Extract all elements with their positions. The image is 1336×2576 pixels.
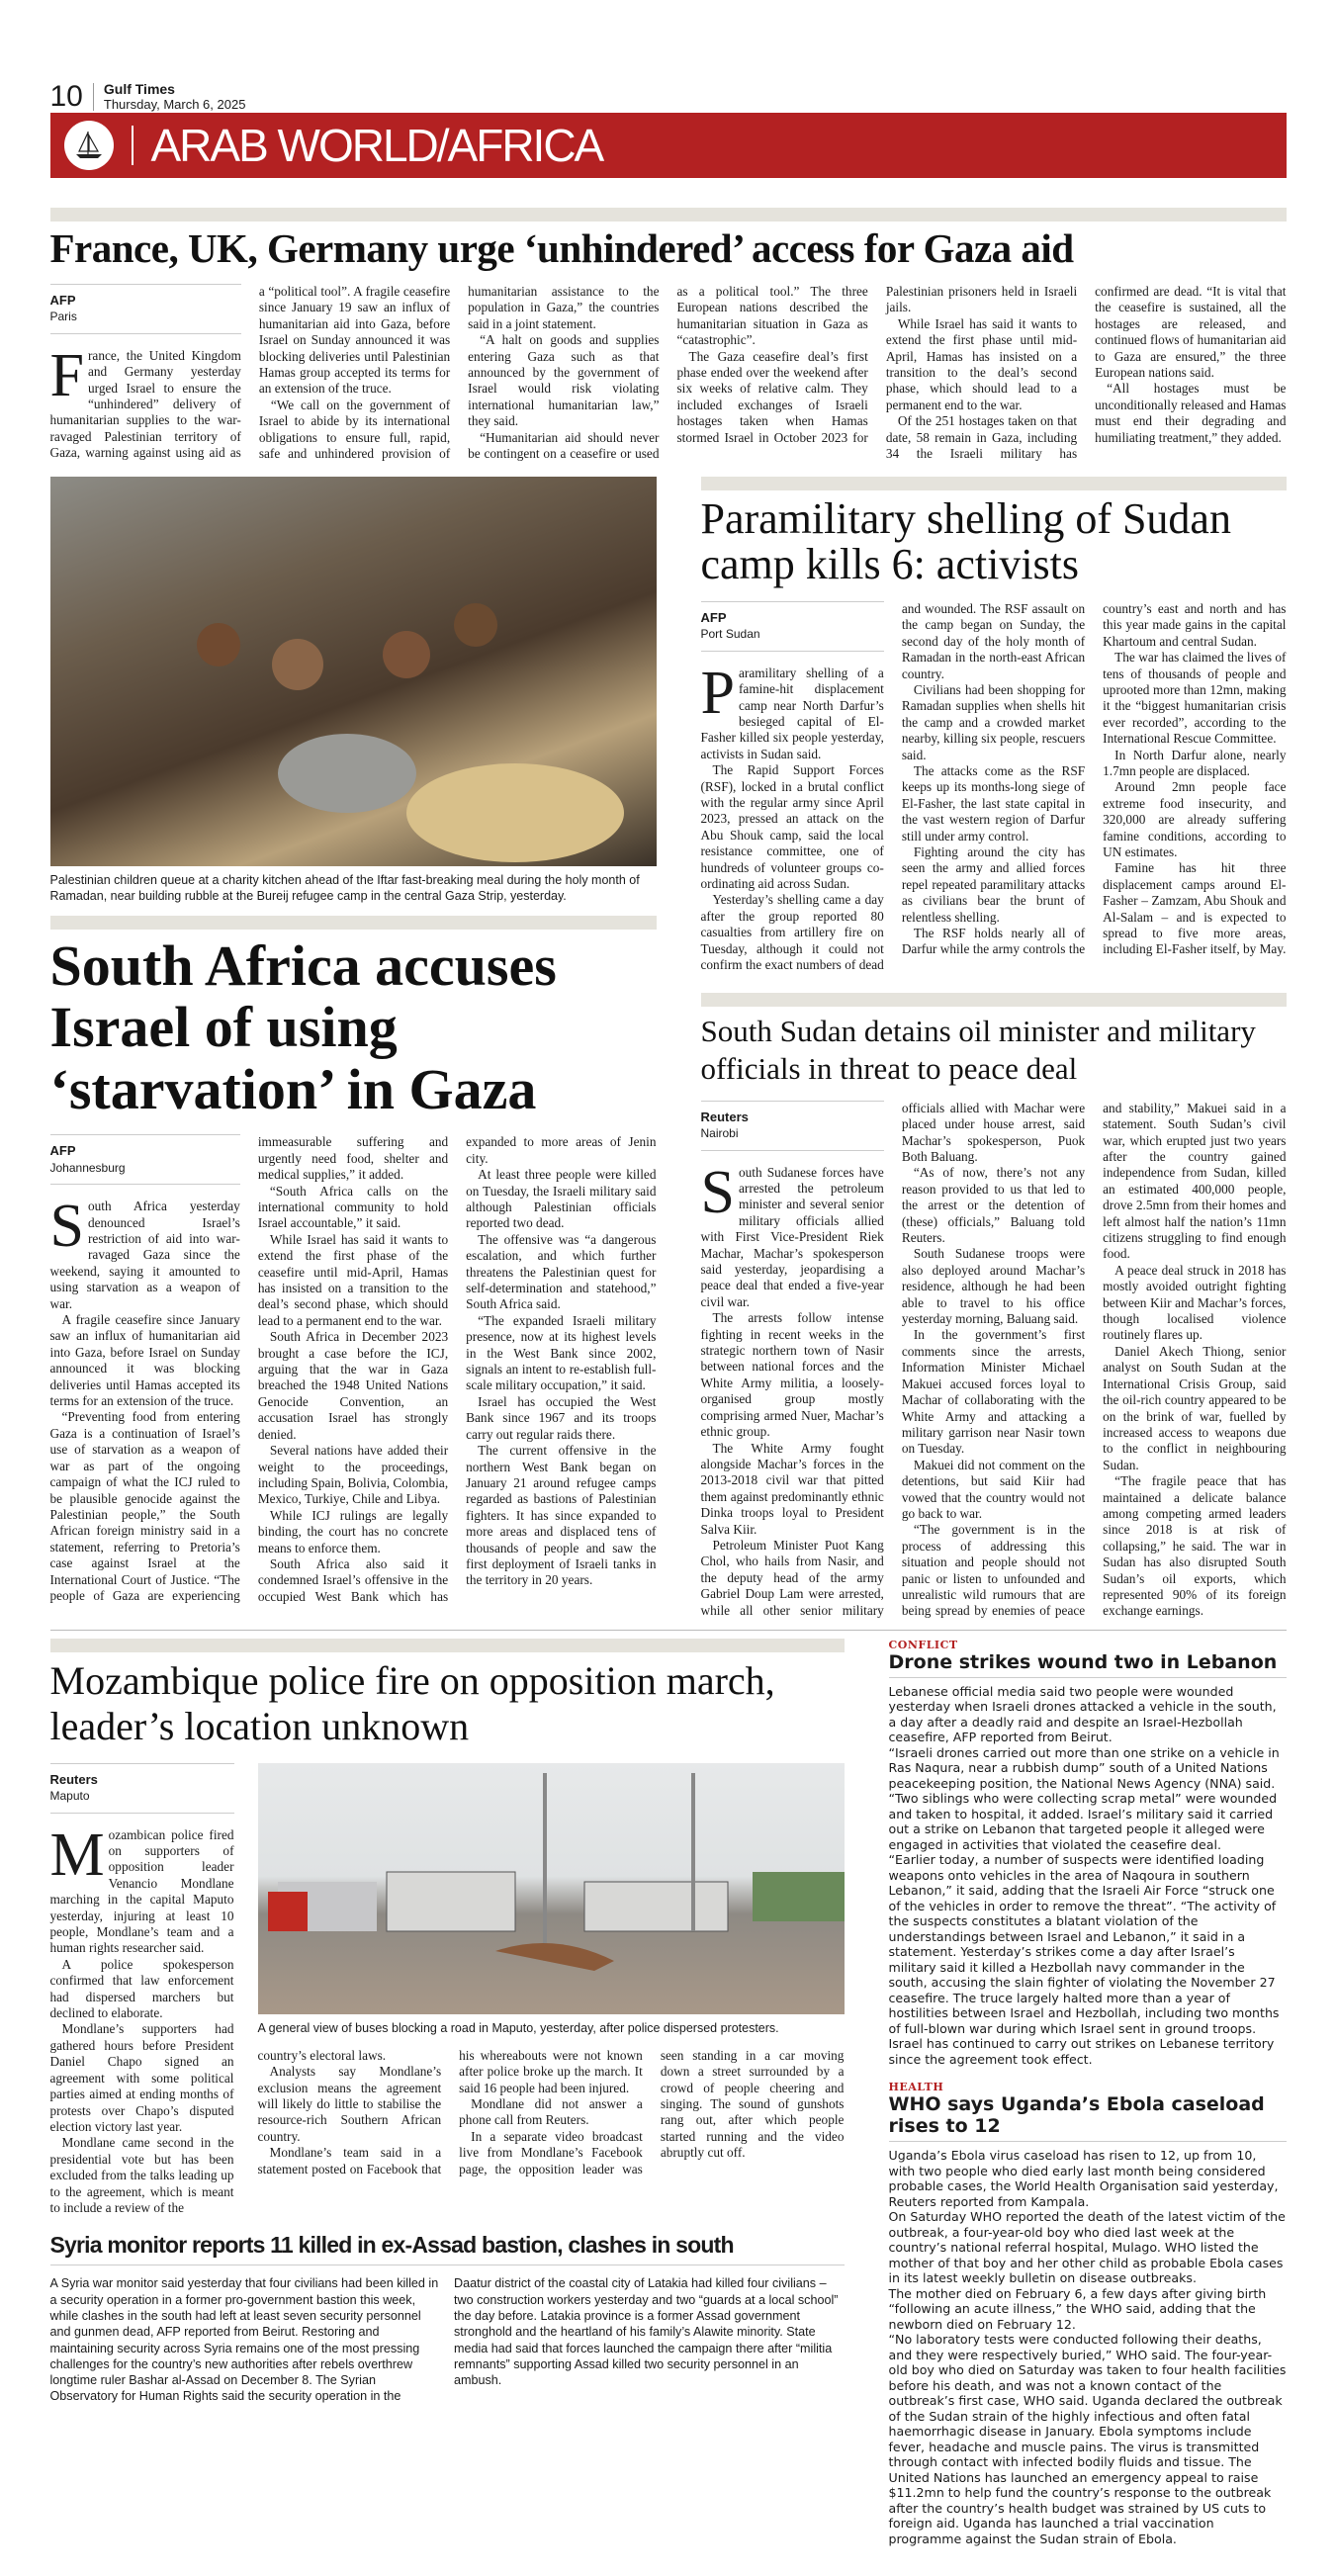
article-paragraph: Mondlane’s supporters had gathered hours before President Daniel Chapo signed an agreement with some political parties aimed at ending months of protests over Chapo’s disputed election victory last year. bbox=[49, 2021, 234, 2134]
article-paragraph: Petroleum Minister Puot Kang Chol, who hails from Nasir, and the deputy head of the army Gabriel Doup Lam were arrested, while all other senior military officials allied with Machar were placed under house arrest, said Machar’s spokesperson, Puok Both Baluang. bbox=[700, 1100, 1086, 1618]
headline-france: France, UK, Germany urge ‘unhindered’ access for Gaza aid bbox=[49, 225, 1074, 271]
article-paragraph: Several nations have added their weight to the proceedings, including Spain, Bolivia, Colombia, Mexico, Turkiye, Chile and Libya. bbox=[257, 1443, 449, 1507]
article-mozambique-right bbox=[258, 2048, 845, 2177]
headline-sudan: Paramilitary shelling of Sudan camp kills 6: activists bbox=[700, 493, 1231, 588]
article-paragraph: country’s electoral laws. bbox=[257, 2047, 387, 2063]
dateline: Maputo bbox=[49, 1789, 90, 1804]
agency: AFP bbox=[49, 293, 76, 309]
agency: AFP bbox=[700, 609, 727, 625]
rule-bar bbox=[50, 1639, 845, 1652]
article-paragraph: Of the 251 hostages taken on that date, 58 remain in Gaza, including 34 the Israeli military has confirmed are dead. “It is vital that the ceasefire is sustained, all the hostages are released, and continued flows of humanitarian aid to Gaza are ensured,” the three European nations said. bbox=[885, 284, 1287, 462]
headline-mozambique: Mozambique police fire on opposition march, leader’s location unknown bbox=[49, 1657, 775, 1748]
article-paragraph: Mozambican police fired on supporters of opposition leader Venancio Mondlane marching in the capital Maputo yesterday, injuring at least 10 people, Mondlane’s team and a human rights researcher said. bbox=[49, 1821, 234, 1956]
article-paragraph: The Gaza ceasefire deal’s first phase ended over the weekend after six weeks of relative calm. They included exchanges of Israeli hostages taken when Hamas stormed Israel in October 2023 for Palestinian prisoners held in Israeli jails. bbox=[676, 284, 1078, 445]
kicker-conflict: CONFLICT bbox=[888, 1638, 958, 1651]
agency: Reuters bbox=[49, 1771, 98, 1787]
article-paragraph: A peace deal struck in 2018 has mostly avoided outright fighting between Kiir and Machar’s forces, though localised violence routinely flares up. bbox=[1103, 1262, 1287, 1343]
article-paragraph: The war has claimed the lives of tens of thousands of people and uprooted more than 12mn, making it the “biggest humanitarian crisis ever recorded”, according to the International Rescue Committee. bbox=[1103, 650, 1287, 747]
byline bbox=[50, 284, 241, 334]
dhow-logo-icon bbox=[64, 121, 114, 170]
article-paragraph: Mondlane did not answer a phone call from Reuters. bbox=[459, 2096, 643, 2128]
page-number: 10 bbox=[49, 80, 83, 113]
article-paragraph: While Israel has said it wants to extend the first phase until mid-April, Hamas has insisted on a transition to the deal’s second phase, which should lead to a permanent end to the war. bbox=[885, 315, 1078, 412]
headline-syria: Syria monitor reports 11 killed in ex-Assad bastion, clashes in south bbox=[50, 2232, 845, 2265]
article-paragraph: Yesterday’s shelling came a day after the group reported 80 casualties from artillery fire on Tuesday, although it could not confirm the exact numbers of dead and wounded. The RSF assault on the camp began on Sunday, the second day of the holy month of Ramadan in the north-east African country. bbox=[700, 600, 1086, 973]
article-paragraph: The current offensive in the northern West Bank began on January 21 around refugee camps regarded as bastions of Palestinian fighters. It has since expanded to more areas and displaced tens of thousands of people and saw the first deployment of Israeli tanks in the territory in 20 years. bbox=[466, 1443, 657, 1588]
byline bbox=[50, 1763, 234, 1814]
issue-date: Thursday, March 6, 2025 bbox=[103, 97, 246, 112]
article-paragraph: The Rapid Support Forces (RSF), locked in a brutal conflict with the regular army since April 2023, pressed an attack on the Abu Shouk camp, said the local resistance committee, one of hundreds of volunteer groups co-ordinating aid across Sudan. bbox=[700, 762, 884, 891]
article-paragraph: The arrests follow intense fighting in recent weeks in the strategic northern town of Nasir between national forces and the White Army militia, a loosely-organised group mostly comprising armed Nuer, Machar’s ethnic group. bbox=[700, 1310, 884, 1440]
byline bbox=[701, 601, 884, 652]
maputo-buses-photo bbox=[258, 1763, 845, 2014]
article-south-sudan bbox=[701, 1101, 1287, 1620]
article-paragraph: “Preventing food from entering Gaza is a continuation of Israel’s use of starvation as a weapon of war as part of the ongoing campaign of what the ICJ ruled to be plausible genocide against the Palestinian people,” the South African foreign ministry said in a statement, referring to Pretoria’s case against Israel at the International Court of Justice. “The people of Gaza are experiencing immeasurable suffering and urgently need food, shelter and medical supplies,” it added. bbox=[49, 1134, 449, 1603]
article-paragraph: A Syria war monitor said yesterday that four civilians had been killed in a security operation in a former pro-government bastion this week, while clashes in the south had left at least seven security personnel and gunmen dead, AFP reported from Beirut. Restoring and maintaining security across Syria remains one of the most pressing challenges for the country’s new authorities after rebels overthrew longtime ruler Bashar al-Assad on December 8. The Syrian Observatory for Human Rights said the security operation in the Daatur district of the coastal city of Latakia had killed four civilians – two construction workers yesterday and two “guards at a local school” the day before. Latakia province is a former Assad government stronghold and the heartland of his family’s Alawite minority. State media had said that forces launched the campaign there after “militia remnants” supporting Assad killed two security personnel in an ambush. bbox=[49, 2276, 839, 2404]
article-paragraph: “We call on the government of Israel to abide by its international obligations to ensure full, rapid, safe and unhindered provision of humanitarian assistance to the population in Gaza,” the countries said in a joint statement. bbox=[258, 284, 660, 462]
headline-lebanon: Drone strikes wound two in Lebanon bbox=[889, 1651, 1287, 1678]
article-paragraph: Mondlane came second in the presidential vote but has been excluded from the talks leading up to the agreement, which is meant to include a review of the bbox=[49, 2135, 234, 2215]
masthead bbox=[50, 81, 1287, 113]
article-paragraph: The attacks come as the RSF keeps up its months-long siege of El-Fasher, the last state capital in the vast western region of Darfur still under army control. bbox=[901, 762, 1086, 844]
article-paragraph: On Saturday WHO reported the death of the latest victim of the outbreak, a four-year-old boy who died last week at the country’s national referral hospital, Mulago. WHO listed the mother of that boy and her other child as probable Ebola cases in its latest weekly bulletin on disease outbreaks. bbox=[888, 2209, 1286, 2286]
article-paragraph: “A halt on goods and supplies entering Gaza such as that announced by the government of Israel would risk violating international humanitarian law,” they said. bbox=[468, 332, 660, 429]
dateline: Paris bbox=[49, 310, 77, 324]
article-paragraph: South Africa in December 2023 brought a case before the ICJ, arguing that the war in Gaza breached the 1948 United Nations Genocide Convention, an accusation Israel has strongly denied. bbox=[257, 1329, 449, 1442]
article-paragraph: A police spokesperson confirmed that law enforcement had dispersed marchers but declined to elaborate. bbox=[49, 1956, 234, 2021]
rule-bar bbox=[50, 916, 657, 930]
article-paragraph: In the government’s first comments since the arrests, Information Minister Michael Makuei accused forces loyal to Machar of collaborating with the White Army and attacking a military garrison near Nasir town on Tuesday. bbox=[901, 1327, 1086, 1457]
article-paragraph: Lebanese official media said two people were wounded yesterday when Israeli drones attacked a vehicle in the south, a day after a deadly raid and despite an Israel-Hezbollah ceasefire, AFP reported from Beirut. bbox=[888, 1683, 1277, 1745]
agency: Reuters bbox=[700, 1109, 749, 1124]
right-column bbox=[701, 477, 1287, 1620]
article-paragraph: Analysts say Mondlane’s exclusion means the agreement will likely do little to stabilise the resource-rich Southern African country. bbox=[257, 2064, 442, 2144]
article-paragraph: The mother died on February 6, a few days after giving birth “following an acute illness,” the WHO said, adding that the newborn died on February 12. bbox=[888, 2285, 1267, 2332]
banner-divider bbox=[132, 126, 134, 165]
article-south-africa bbox=[50, 1134, 657, 1605]
section-title: ARAB WORLD/AFRICA bbox=[150, 120, 603, 171]
article-syria bbox=[50, 2275, 845, 2404]
gaza-charity-kitchen-photo bbox=[50, 477, 657, 866]
bottom-left-column bbox=[50, 1639, 845, 2547]
article-paragraph: The White Army fought alongside Machar’s forces in the 2013-2018 civil war that pitted them against predominantly ethnic Dinka troops loyal to President Salva Kiir. bbox=[700, 1440, 884, 1537]
bottom-row bbox=[50, 1630, 1287, 2547]
article-paragraph: In a separate video broadcast live from Mondlane’s Facebook page, the opposition leader was seen standing in a car moving down a street surrounded by a crowd of people cheering and singing. The sound of gunshots rang out, after which people started running and the video abruptly cut off. bbox=[459, 2047, 845, 2176]
article-paragraph: “The fragile peace that has maintained a delicate balance among competing armed leaders since 2018 is at risk of collapsing,” he said. The war in Sudan has also disrupted South Sudan’s oil exports, which represented 90% of its foreign exchange earnings. bbox=[1103, 1473, 1287, 1619]
dateline: Johannesburg bbox=[49, 1160, 126, 1175]
article-paragraph: A fragile ceasefire since January saw an influx of humanitarian aid into Gaza, before Israel on Sunday announced it was blocking deliveries until Hamas accepted its terms for an extension of the truce. bbox=[49, 1312, 240, 1409]
article-sudan bbox=[701, 601, 1287, 974]
mozambique-photo-block bbox=[258, 1763, 845, 2217]
article-lebanon bbox=[889, 1684, 1287, 2068]
article-paragraph: “Israeli drones carried out more than one strike on a vehicle in Ras Naqura, near a rubbish dump” south of a United Nations peacekeeping position, the National News Agency (NNA) said. “Two siblings who were collecting scrap metal” were wounded and taken to hospital, it added. Israel’s military said it carried out a strike on Lebanon that targeted people it alleged were engaged in activities that violated the ceasefire deal. bbox=[888, 1744, 1280, 1852]
paper-name: Gulf Times bbox=[103, 81, 175, 97]
article-paragraph: While ICJ rulings are legally binding, the court has no concrete means to enforce them. bbox=[257, 1507, 449, 1555]
article-mozambique-left bbox=[50, 1763, 234, 2217]
article-paragraph: In North Darfur alone, nearly 1.7mn people are displaced. bbox=[1103, 747, 1287, 778]
rule-bar bbox=[701, 477, 1287, 490]
article-paragraph: Around 2mn people face extreme food insecurity, and 320,000 are already suffering famine conditions, according to UN estimates. bbox=[1103, 779, 1287, 859]
article-paragraph: “The government is in the process of addressing this situation and people should not panic or listen to unfounded and unrealistic wild rumours that are being spread by enemies of peace and stability,” Makuei said in a statement. South Sudan’s civil war, which erupted just two years after the country gained independence from Sudan, killed an estimated 400,000 people, drove 2.5mn from their homes and left almost half the nation’s 11mn citizens struggling to find enough food. bbox=[901, 1100, 1287, 1619]
article-paragraph: “All hostages must be unconditionally released and Hamas must end their degrading and humiliating treatment,” they added. bbox=[1095, 381, 1287, 445]
article-paragraph: Paramilitary shelling of a famine-hit displacement camp near North Darfur’s besieged capital of El-Fasher killed six people yesterday, activists in Sudan said. bbox=[700, 659, 884, 761]
article-paragraph: The offensive was “a dangerous escalation, and which further threatens the Palestinian quest for self-determination and statehood,” South Africa said. bbox=[466, 1231, 657, 1312]
agency: AFP bbox=[49, 1143, 76, 1159]
headline-south-africa: South Africa accuses Israel of using ‘starvation’ in Gaza bbox=[49, 933, 557, 1121]
article-paragraph: Makuei did not comment on the detentions, but said Kiir had vowed that the country would not go back to war. bbox=[901, 1457, 1086, 1521]
article-paragraph: At least three people were killed on Tuesday, the Israeli military said although Palestinian officials reported two dead. bbox=[466, 1167, 657, 1231]
article-paragraph: Mondlane’s team said in a statement posted on Facebook that his whereabouts were not known after police broke up the march. It said 16 people had been injured. bbox=[257, 2047, 643, 2176]
article-paragraph: Daniel Akech Thiong, senior analyst on South Sudan at the International Crisis Group, said the oil-rich country appeared to be on the brink of war, fuelled by increased access to weapons due to the conflict in neighbouring Sudan. bbox=[1103, 1343, 1287, 1472]
kicker-health: HEALTH bbox=[888, 2081, 944, 2094]
article-paragraph: South Sudanese troops were also deployed around Machar’s residence, although he had been able to travel to his office yesterday morning, Baluang said. bbox=[901, 1246, 1086, 1327]
rule-bar bbox=[50, 208, 1287, 222]
article-paragraph: South Africa also said it condemned Israel’s offensive in the occupied West Bank which has expanded to more areas of Jenin city. bbox=[257, 1134, 657, 1604]
article-paragraph: Israel has occupied the West Bank since 1967 and its troops carry out regular raids there. bbox=[466, 1393, 657, 1442]
left-column bbox=[50, 477, 657, 1620]
byline bbox=[701, 1101, 884, 1151]
rule-bar bbox=[701, 993, 1287, 1007]
article-paragraph: The RSF holds nearly all of Darfur while the army controls the country’s east and north and has this year made gains in the capital Khartoum and central Sudan. bbox=[901, 600, 1287, 957]
photo-caption: A general view of buses blocking a road in Maputo, yesterday, after police dispersed protesters. bbox=[257, 2020, 779, 2035]
headline-south-sudan: South Sudan detains oil minister and military officials in threat to peace deal bbox=[700, 1014, 1256, 1086]
newspaper-page bbox=[50, 0, 1287, 2576]
headline-uganda: WHO says Uganda’s Ebola caseload rises to 12 bbox=[889, 2093, 1287, 2142]
article-paragraph: While Israel has said it wants to extend the first phase of the ceasefire until mid-April, Hamas has insisted on a transition to the deal’s second phase, which should lead to a permanent end to the war. bbox=[257, 1231, 449, 1328]
byline bbox=[50, 1134, 240, 1185]
article-paragraph: France, the United Kingdom and Germany yesterday urged Israel to ensure the “unhindered” delivery of humanitarian supplies to the war-ravaged Palestinian territory of Gaza, warning against using aid as a “political tool”. A fragile ceasefire since January 19 saw an influx of humanitarian aid into Gaza, before Israel on Sunday announced it was blocking deliveries until Palestinian Hamas group accepted its terms for an extension of the truce. bbox=[49, 284, 451, 461]
article-uganda bbox=[889, 2148, 1287, 2546]
article-paragraph: “Earlier today, a number of suspects were identified loading weapons onto vehicles in the area of Naqoura in southern Lebanon,” it said, adding that the Israeli Air Force “struck one of the vehicles in order to remove the threat”. “The activity of the suspects constitutes a blatant violation of the understandings between Israel and Lebanon,” it said in a statement. Yesterday’s strikes come a day after Israel’s military said it killed a Hezbollah navy commander in the south, accusing the slain fighter of violating the November 27 ceasefire. The truce largely halted more than a year of hostilities between Israel and Hezbollah, including two months of full-blown war during which Israel sent in ground troops. Israel has continued to carry out strikes on Lebanese territory since the agreement took effect. bbox=[888, 1852, 1280, 2067]
mozambique-layout bbox=[50, 1763, 845, 2217]
article-paragraph: “As of now, there’s not any reason provided to us that led to the arrest or the detention of (these) officials,” Baluang told Reuters. bbox=[901, 1165, 1086, 1246]
article-paragraph: South Sudanese forces have arrested the petroleum minister and several senior military officials allied with First Vice-President Riek Machar, Machar’s spokesperson said yesterday, jeopardising a peace deal that ended a five-year civil war. bbox=[700, 1158, 884, 1309]
photo-caption: Palestinian children queue at a charity kitchen ahead of the Iftar fast-breaking meal during the holy month of Ramadan, near building rubble at the Bureij refugee camp in the central Gaza Strip, yesterday. bbox=[49, 872, 640, 903]
article-france-block bbox=[50, 208, 1287, 463]
article-paragraph: South Africa yesterday denounced Israel’s restriction of aid into war-ravaged Gaza since the weekend, saying it amounted to using starvation as a weapon of war. bbox=[49, 1193, 240, 1311]
article-paragraph: Famine has hit three displacement camps around El-Fasher – Zamzam, Abu Shouk and Al-Salam – and is expected to spread to five more areas, including El-Fasher itself, by May. bbox=[1103, 860, 1287, 957]
article-france bbox=[50, 284, 1287, 462]
masthead-divider bbox=[93, 83, 94, 111]
article-paragraph: “No laboratory tests were conducted following their deaths, and they were respectively buried,” WHO said. The four-year-old boy who died on Saturday was taken to four health facilities before his death, and was not a known contact of the outbreak’s first case, WHO said. Uganda declared the outbreak of the Sudan strain of the highly infectious and often fatal haemorrhagic disease in January. Ebola symptoms include fever, headache and muscle pains. The virus is transmitted through contact with infected bodily fluids and tissue. The United Nations has launched an emergency appeal to raise $11.2mn to help fund the country’s response to the outbreak after the country’s health budget was strained by US cuts to foreign aid. Uganda has launched a trial vaccination programme against the Sudan strain of Ebola. bbox=[888, 2332, 1287, 2546]
dateline: Port Sudan bbox=[700, 627, 760, 642]
article-paragraph: “The expanded Israeli military presence, now at its highest levels in the West Bank since 2002, signals an intent to re-establish full-scale military occupation,” it said. bbox=[466, 1312, 657, 1393]
article-paragraph: Civilians had been shopping for Ramadan supplies when shells hit the camp and a crowded market nearby, killing six people, rescuers said. bbox=[901, 681, 1086, 762]
article-paragraph: “Humanitarian aid should never be contingent on a ceasefire or used as a political tool.” The three European nations described the humanitarian situation in Gaza as “catastrophic”. bbox=[468, 284, 868, 462]
sidebar bbox=[889, 1639, 1287, 2547]
article-paragraph: Uganda’s Ebola virus caseload has risen to 12, up from 10, with two people who died early last month being considered probable cases, the World Health Organisation said yesterday, Reuters reported from Kampala. bbox=[888, 2148, 1279, 2209]
section-banner bbox=[50, 113, 1287, 178]
article-paragraph: Fighting around the city has seen the army and allied forces repel repeated paramilitary attacks as civilians bear the brunt of relentless shelling. bbox=[901, 844, 1086, 925]
article-paragraph: “South Africa calls on the international community to hold Israel accountable,” it said. bbox=[257, 1183, 449, 1231]
dateline: Nairobi bbox=[700, 1126, 739, 1141]
middle-row bbox=[50, 477, 1287, 1620]
